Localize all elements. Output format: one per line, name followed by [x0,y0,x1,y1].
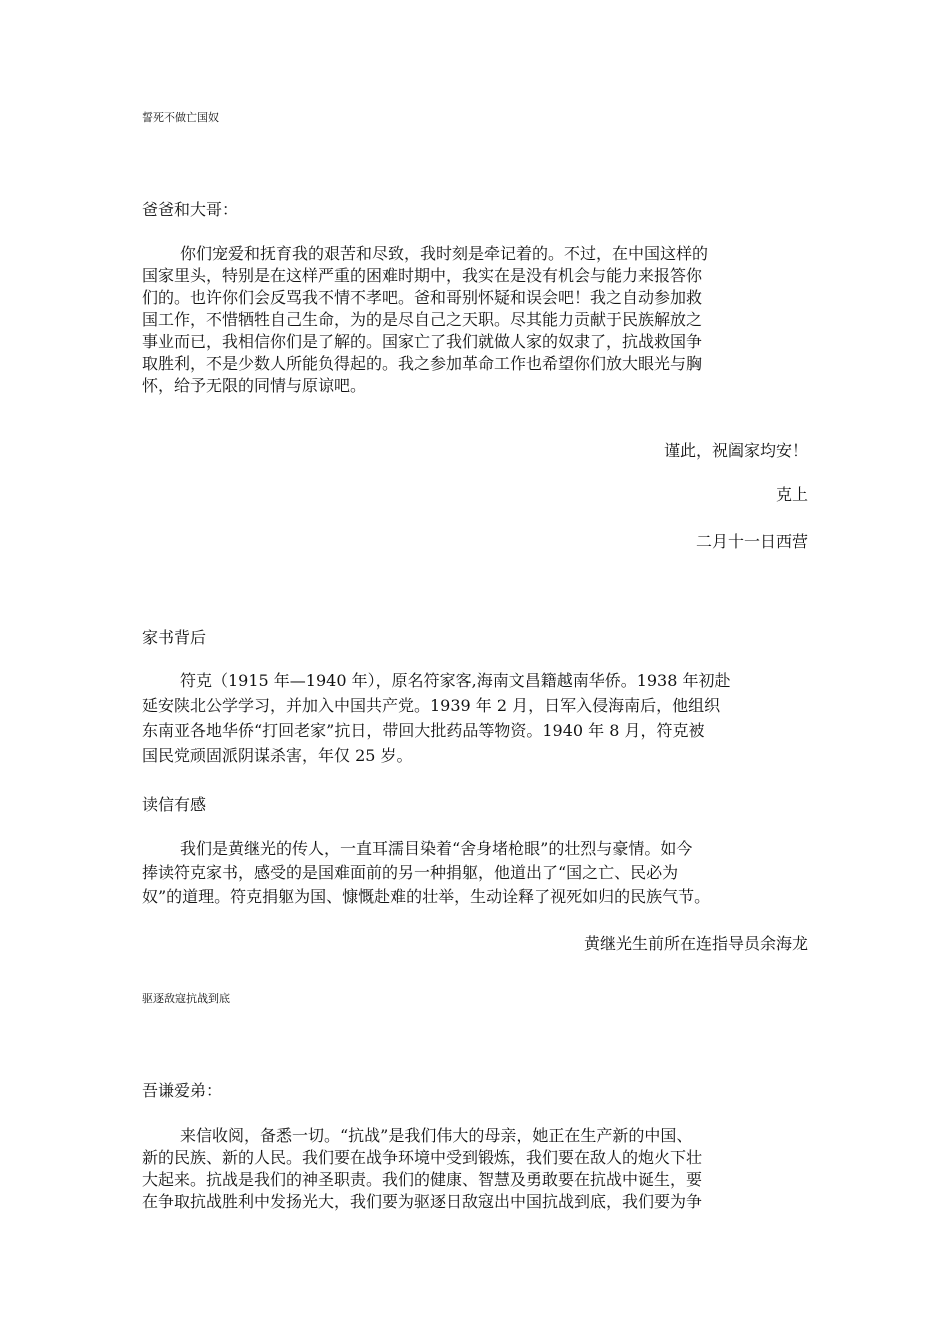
letter-1-closing: 谨此，祝阖家均安！ [663,441,808,460]
background-line: 延安陕北公学学习，并加入中国共产党。1939 年 2 月，日军入侵海南后，他组织 [142,696,721,715]
letter-1-salutation: 爸爸和大哥： [142,200,239,219]
letter-2-body-line: 新的民族、新的人民。我们要在战争环境中受到锻炼，我们要在敌人的炮火下壮 [142,1148,703,1167]
letter-2-title: 驱逐敌寇抗战到底 [142,992,230,1005]
letter-2-body-line: 大起来。抗战是我们的神圣职责。我们的健康、智慧及勇敢要在抗战中诞生，要 [142,1170,703,1189]
letter-1-body-line: 国工作，不惜牺牲自己生命，为的是尽自己之天职。尽其能力贡献于民族解放之 [142,310,703,329]
letter-1-body-line: 取胜利，不是少数人所能负得起的。我之参加革命工作也希望你们放大眼光与胸 [142,354,703,373]
letter-1-body-line: 怀，给予无限的同情与原谅吧。 [142,376,367,395]
reflection-line: 奴”的道理。符克捐躯为国、慷慨赴难的壮举，生动诠释了视死如归的民族气节。 [142,887,711,906]
letter-1-title: 誓死不做亡国奴 [142,111,219,124]
letter-1-body-line: 事业而已，我相信你们是了解的。国家亡了我们就做人家的奴隶了，抗战救国争 [142,332,703,351]
background-line: 东南亚各地华侨“打回老家”抗日，带回大批药品等物资。1940 年 8 月，符克被 [142,721,705,740]
reflection-author: 黄继光生前所在连指导员余海龙 [583,934,808,953]
letter-2-body-line: 在争取抗战胜利中发扬光大，我们要为驱逐日敌寇出中国抗战到底，我们要为争 [142,1192,703,1211]
letter-2-body-line: 来信收阅，备悉一切。“抗战”是我们伟大的母亲，她正在生产新的中国、 [180,1126,693,1145]
letter-1-body-line: 们的。也许你们会反骂我不情不孝吧。爸和哥别怀疑和误会吧！我之自动参加救 [142,288,703,307]
letter-2-salutation: 吾谦爱弟： [142,1081,223,1100]
background-line: 国民党顽固派阴谋杀害，年仅 25 岁。 [142,746,413,765]
letter-1-signature: 克上 [775,485,808,504]
letter-1-body-line: 你们宠爱和抚育我的艰苦和尽致，我时刻是牵记着的。不过，在中国这样的 [180,244,709,263]
background-heading: 家书背后 [142,628,207,647]
letter-1-body-line: 国家里头，特别是在这样严重的困难时期中，我实在是没有机会与能力来报答你 [142,266,703,285]
reflection-line: 捧读符克家书，感受的是国难面前的另一种捐躯，他道出了“国之亡、民必为 [142,863,679,882]
letter-1-date: 二月十一日西营 [695,532,808,551]
reflection-line: 我们是黄继光的传人，一直耳濡目染着“舍身堵枪眼”的壮烈与豪情。如今 [180,839,693,858]
reflection-heading: 读信有感 [142,795,207,814]
background-line: 符克（1915 年—1940 年），原名符家客,海南文昌籍越南华侨。1938 年初赴 [180,671,731,690]
